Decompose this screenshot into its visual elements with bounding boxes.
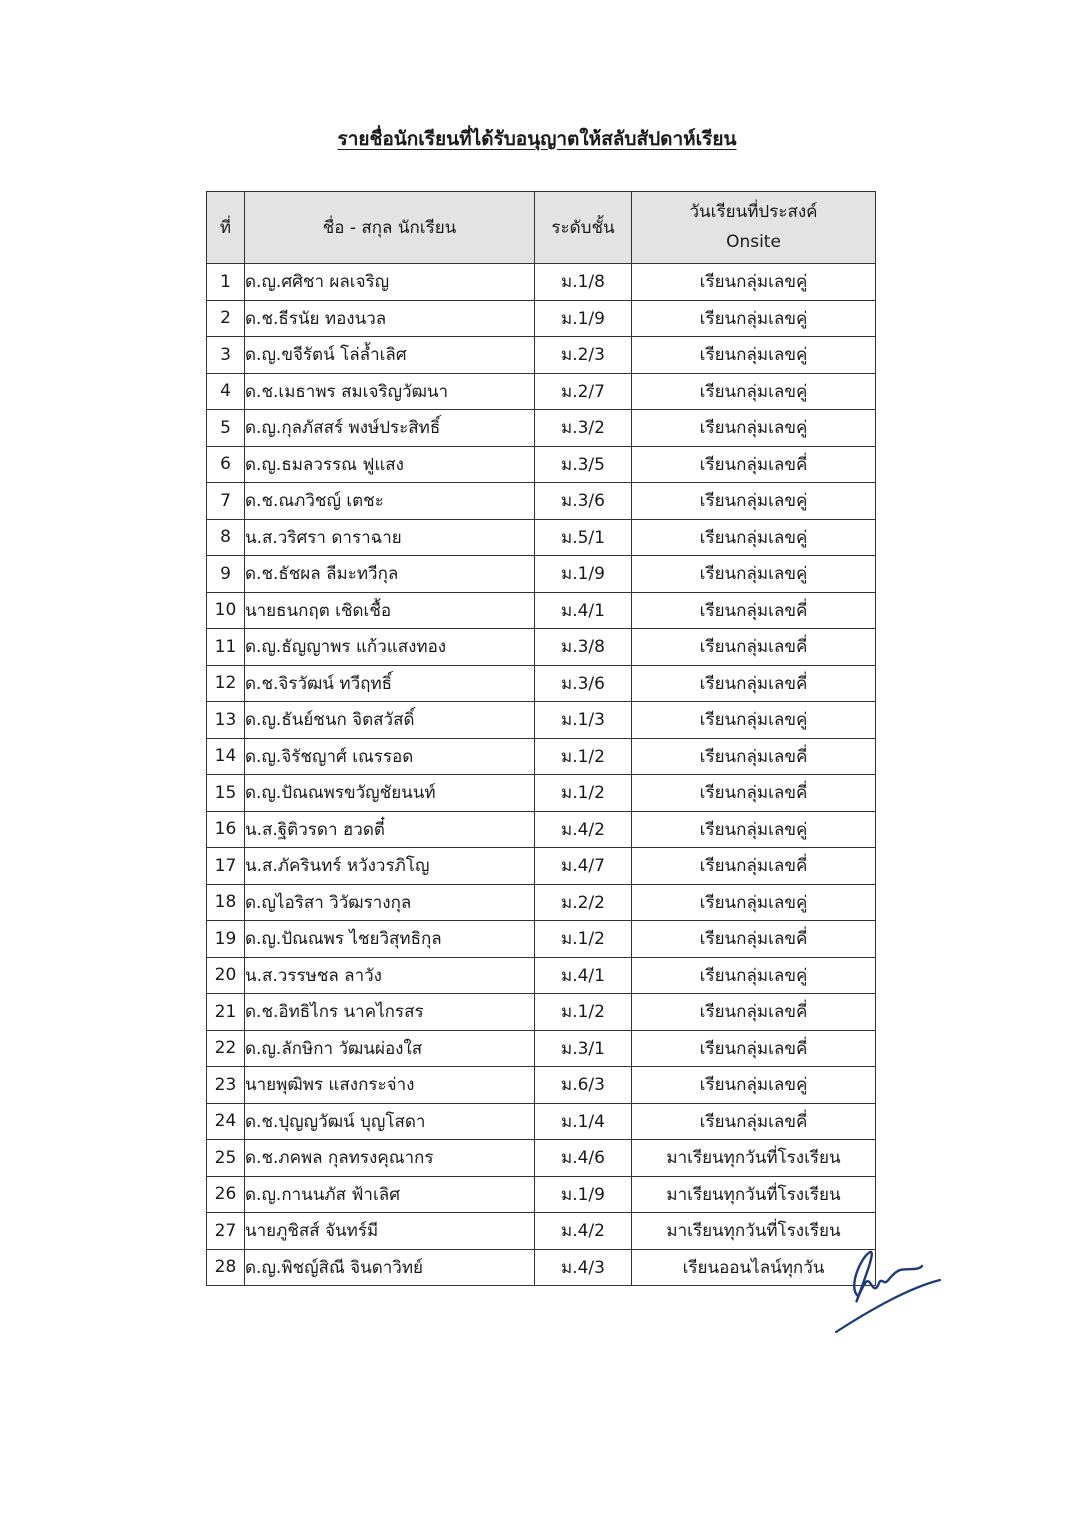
cell-level: ม.1/3 [535, 702, 632, 739]
cell-level: ม.1/2 [535, 775, 632, 812]
cell-no: 4 [207, 373, 245, 410]
cell-name: ด.ช.ภคพล กุลทรงคุณากร [245, 1140, 535, 1177]
table-row [207, 519, 876, 556]
cell-name: ด.ช.ธีรนัย ทองนวล [245, 300, 535, 337]
cell-day: มาเรียนทุกวันที่โรงเรียน [632, 1176, 876, 1213]
cell-day: มาเรียนทุกวันที่โรงเรียน [632, 1213, 876, 1250]
table-row [207, 848, 876, 885]
cell-name: ด.ญ.จิรัชญาศ์ เณรรอด [245, 738, 535, 775]
cell-name: ด.ญ.พิชญ์สิณี จินดาวิทย์ [245, 1249, 535, 1286]
cell-name: ด.ญ.ขจีรัตน์ โล่ล้ำเลิศ [245, 337, 535, 374]
table-row [207, 1213, 876, 1250]
cell-name: นายพุฒิพร แสงกระจ่าง [245, 1067, 535, 1104]
table-row [207, 1249, 876, 1286]
cell-level: ม.1/9 [535, 300, 632, 337]
cell-name: น.ส.ภัครินทร์ หวังวรภิโญ [245, 848, 535, 885]
header-name: ชื่อ - สกุล นักเรียน [245, 192, 535, 264]
cell-no: 19 [207, 921, 245, 958]
table-row [207, 446, 876, 483]
table-row [207, 337, 876, 374]
cell-day: เรียนกลุ่มเลขคู่ [632, 1067, 876, 1104]
cell-level: ม.1/9 [535, 556, 632, 593]
cell-no: 16 [207, 811, 245, 848]
cell-day: เรียนกลุ่มเลขคู่ [632, 884, 876, 921]
header-day [632, 192, 876, 264]
cell-name: น.ส.วริศรา ดาราฉาย [245, 519, 535, 556]
cell-day: เรียนกลุ่มเลขคี่ [632, 1103, 876, 1140]
cell-no: 2 [207, 300, 245, 337]
table-row [207, 738, 876, 775]
cell-name: ด.ช.ปุญญวัฒน์ บุญโสดา [245, 1103, 535, 1140]
table-row [207, 921, 876, 958]
signature-image [830, 1238, 945, 1338]
cell-level: ม.3/6 [535, 665, 632, 702]
cell-day: เรียนกลุ่มเลขคี่ [632, 665, 876, 702]
header-day-line2: Onsite [726, 231, 781, 252]
cell-no: 17 [207, 848, 245, 885]
cell-no: 23 [207, 1067, 245, 1104]
cell-level: ม.2/7 [535, 373, 632, 410]
cell-level: ม.4/6 [535, 1140, 632, 1177]
cell-day: เรียนกลุ่มเลขคี่ [632, 1030, 876, 1067]
cell-level: ม.3/1 [535, 1030, 632, 1067]
cell-name: น.ส.วรรษชล ลาวัง [245, 957, 535, 994]
cell-name: ด.ช.ณภวิชญ์ เตชะ [245, 483, 535, 520]
cell-day: มาเรียนทุกวันที่โรงเรียน [632, 1140, 876, 1177]
cell-level: ม.2/2 [535, 884, 632, 921]
cell-level: ม.4/2 [535, 1213, 632, 1250]
table-row [207, 994, 876, 1031]
table-row [207, 811, 876, 848]
cell-day: เรียนกลุ่มเลขคี่ [632, 994, 876, 1031]
cell-level: ม.1/9 [535, 1176, 632, 1213]
cell-name: ด.ญ.กุลภัสสร์ พงษ์ประสิทธิ์ [245, 410, 535, 447]
cell-level: ม.3/2 [535, 410, 632, 447]
cell-day: เรียนกลุ่มเลขคู่ [632, 483, 876, 520]
cell-no: 21 [207, 994, 245, 1031]
header-no: ที่ [207, 192, 245, 264]
cell-name: ด.ญ.ปัณณพรขวัญชัยนนท์ [245, 775, 535, 812]
cell-name: ด.ช.เมธาพร สมเจริญวัฒนา [245, 373, 535, 410]
table-row [207, 483, 876, 520]
document-title: รายชื่อนักเรียนที่ได้รับอนุญาตให้สลับสัปดาห์เรียน [337, 128, 737, 150]
table-row [207, 1176, 876, 1213]
cell-day: เรียนกลุ่มเลขคี่ [632, 592, 876, 629]
cell-no: 7 [207, 483, 245, 520]
table-row [207, 300, 876, 337]
cell-level: ม.4/3 [535, 1249, 632, 1286]
table-row [207, 1140, 876, 1177]
table-row [207, 264, 876, 301]
cell-name: ด.ญ.ศศิชา ผลเจริญ [245, 264, 535, 301]
table-row [207, 1103, 876, 1140]
cell-no: 26 [207, 1176, 245, 1213]
cell-day: เรียนออนไลน์ทุกวัน [632, 1249, 876, 1286]
cell-no: 28 [207, 1249, 245, 1286]
cell-level: ม.4/1 [535, 957, 632, 994]
cell-no: 8 [207, 519, 245, 556]
cell-level: ม.4/1 [535, 592, 632, 629]
cell-level: ม.4/2 [535, 811, 632, 848]
cell-day: เรียนกลุ่มเลขคี่ [632, 775, 876, 812]
table-row [207, 884, 876, 921]
cell-day: เรียนกลุ่มเลขคี่ [632, 446, 876, 483]
table-row [207, 957, 876, 994]
cell-level: ม.3/6 [535, 483, 632, 520]
cell-day: เรียนกลุ่มเลขคี่ [632, 738, 876, 775]
cell-name: ด.ช.ธัชผล ลีมะทวีกุล [245, 556, 535, 593]
cell-day: เรียนกลุ่มเลขคู่ [632, 373, 876, 410]
cell-name: ด.ญ.ธันย์ชนก จิตสวัสดิ์ [245, 702, 535, 739]
cell-name: ด.ช.อิทธิไกร นาคไกรสร [245, 994, 535, 1031]
table-row [207, 592, 876, 629]
table-row [207, 556, 876, 593]
cell-level: ม.1/4 [535, 1103, 632, 1140]
cell-day: เรียนกลุ่มเลขคี่ [632, 848, 876, 885]
table-row [207, 1067, 876, 1104]
cell-name: ด.ญ.กานนภัส ฟ้าเลิศ [245, 1176, 535, 1213]
cell-day: เรียนกลุ่มเลขคู่ [632, 702, 876, 739]
table-body [207, 264, 876, 1286]
header-level: ระดับชั้น [535, 192, 632, 264]
cell-name: ด.ญ.ธมลวรรณ ฟูแสง [245, 446, 535, 483]
cell-no: 18 [207, 884, 245, 921]
student-roster-table [206, 191, 876, 1286]
cell-day: เรียนกลุ่มเลขคู่ [632, 300, 876, 337]
cell-level: ม.3/5 [535, 446, 632, 483]
table-row [207, 702, 876, 739]
cell-no: 22 [207, 1030, 245, 1067]
cell-no: 20 [207, 957, 245, 994]
cell-level: ม.1/2 [535, 921, 632, 958]
cell-no: 6 [207, 446, 245, 483]
cell-name: นายภูชิสส์ จันทร์มี [245, 1213, 535, 1250]
cell-day: เรียนกลุ่มเลขคู่ [632, 957, 876, 994]
cell-no: 25 [207, 1140, 245, 1177]
cell-day: เรียนกลุ่มเลขคู่ [632, 337, 876, 374]
cell-level: ม.1/2 [535, 738, 632, 775]
cell-level: ม.5/1 [535, 519, 632, 556]
table-row [207, 665, 876, 702]
cell-no: 27 [207, 1213, 245, 1250]
cell-name: ด.ญไอริสา วิวัฒรางกุล [245, 884, 535, 921]
table-header-row [207, 192, 876, 264]
cell-name: ด.ญ.ปัณณพร ไชยวิสุทธิกุล [245, 921, 535, 958]
cell-no: 3 [207, 337, 245, 374]
header-day-line1: วันเรียนที่ประสงค์ [689, 201, 818, 222]
cell-name: ด.ญ.ลักษิกา วัฒนผ่องใส [245, 1030, 535, 1067]
table-row [207, 373, 876, 410]
cell-day: เรียนกลุ่มเลขคู่ [632, 519, 876, 556]
cell-name: น.ส.ฐิติวรดา ฮวดตี๋ [245, 811, 535, 848]
cell-no: 24 [207, 1103, 245, 1140]
table-row [207, 629, 876, 666]
cell-no: 12 [207, 665, 245, 702]
cell-no: 13 [207, 702, 245, 739]
cell-day: เรียนกลุ่มเลขคู่ [632, 556, 876, 593]
cell-no: 9 [207, 556, 245, 593]
cell-no: 5 [207, 410, 245, 447]
cell-day: เรียนกลุ่มเลขคี่ [632, 629, 876, 666]
cell-level: ม.1/2 [535, 994, 632, 1031]
cell-day: เรียนกลุ่มเลขคู่ [632, 264, 876, 301]
table-row [207, 1030, 876, 1067]
cell-day: เรียนกลุ่มเลขคู่ [632, 811, 876, 848]
cell-no: 10 [207, 592, 245, 629]
table-row [207, 410, 876, 447]
cell-day: เรียนกลุ่มเลขคู่ [632, 410, 876, 447]
cell-level: ม.2/3 [535, 337, 632, 374]
table-row [207, 775, 876, 812]
cell-level: ม.4/7 [535, 848, 632, 885]
cell-level: ม.3/8 [535, 629, 632, 666]
cell-no: 11 [207, 629, 245, 666]
cell-name: ด.ญ.ธัญญาพร แก้วแสงทอง [245, 629, 535, 666]
cell-no: 14 [207, 738, 245, 775]
cell-day: เรียนกลุ่มเลขคี่ [632, 921, 876, 958]
cell-name: ด.ช.จิรวัฒน์ ทวีฤทธิ์ [245, 665, 535, 702]
cell-no: 15 [207, 775, 245, 812]
cell-level: ม.1/8 [535, 264, 632, 301]
cell-no: 1 [207, 264, 245, 301]
cell-name: นายธนกฤต เชิดเชื้อ [245, 592, 535, 629]
cell-level: ม.6/3 [535, 1067, 632, 1104]
